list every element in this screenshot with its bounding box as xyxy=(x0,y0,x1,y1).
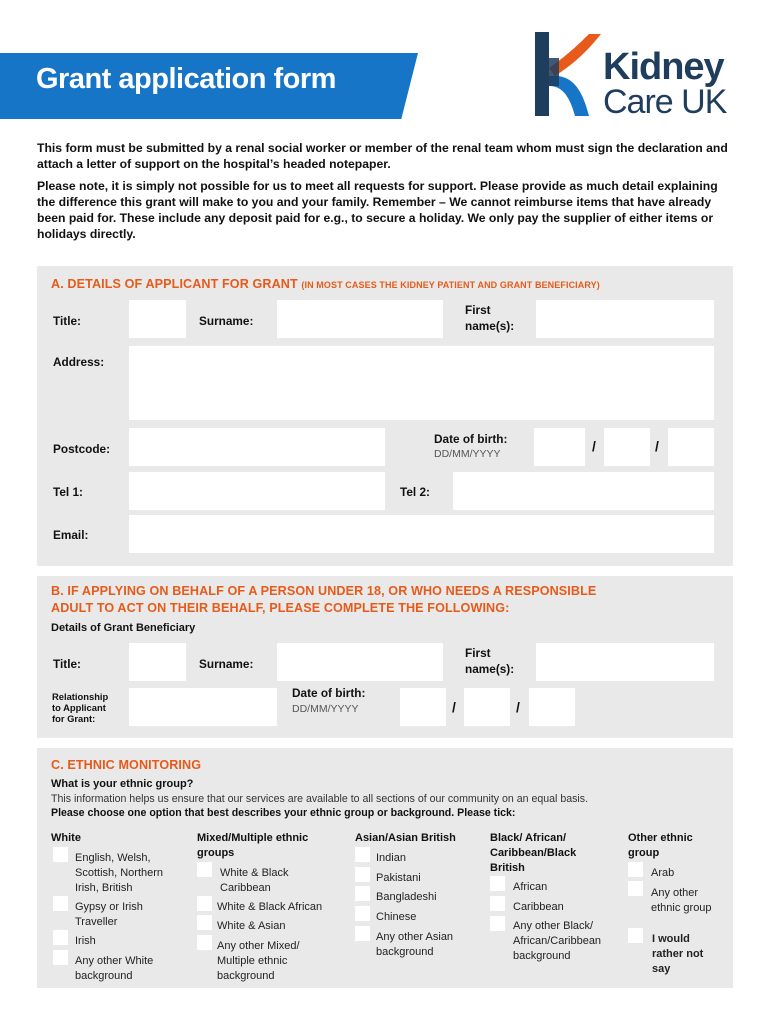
option-line: Any other Black/ xyxy=(513,920,594,932)
option-line: Irish, British xyxy=(75,882,133,894)
other-mixed-checkbox[interactable] xyxy=(197,935,212,950)
option-line: background xyxy=(217,970,275,982)
gypsy-traveller-checkbox[interactable] xyxy=(53,896,68,911)
other-black-option xyxy=(513,919,601,964)
pakistani-option: Pakistani xyxy=(376,872,421,884)
white-black-african-checkbox[interactable] xyxy=(197,896,212,911)
section-a-title: A. DETAILS OF APPLICANT FOR GRANT xyxy=(51,277,298,291)
applicant-address-label: Address: xyxy=(53,355,105,369)
rather-not-say-option xyxy=(652,932,703,977)
beneficiary-title-input[interactable] xyxy=(129,643,186,681)
dob-separator: / xyxy=(452,699,456,715)
header-line: groups xyxy=(197,847,235,859)
black-column-header xyxy=(490,831,576,876)
arab-option: Arab xyxy=(651,867,675,879)
section-c-heading: C. ETHNIC MONITORING xyxy=(51,758,202,772)
dob-separator: / xyxy=(655,438,659,454)
white-british-checkbox[interactable] xyxy=(53,847,68,862)
applicant-title-input[interactable] xyxy=(129,300,186,338)
option-line: English, Welsh, xyxy=(75,852,151,864)
beneficiary-dob-day-input[interactable] xyxy=(400,688,446,726)
applicant-email-input[interactable] xyxy=(129,515,714,553)
white-column-header: White xyxy=(51,832,81,844)
white-asian-option: White & Asian xyxy=(217,920,286,932)
option-line: Gypsy or Irish xyxy=(75,901,143,913)
page-title: Grant application form xyxy=(36,63,336,95)
applicant-title-label: Title: xyxy=(53,314,81,328)
other-black-checkbox[interactable] xyxy=(490,916,505,931)
option-line: Any other White xyxy=(75,955,154,967)
header-line: Mixed/Multiple ethnic xyxy=(197,832,309,844)
african-checkbox[interactable] xyxy=(490,876,505,891)
mixed-column-header xyxy=(197,831,308,861)
applicant-tel2-label: Tel 2: xyxy=(400,485,430,499)
other-white-checkbox[interactable] xyxy=(53,950,68,965)
beneficiary-surname-input[interactable] xyxy=(277,643,443,681)
other-ethnic-checkbox[interactable] xyxy=(628,881,643,896)
applicant-tel2-input[interactable] xyxy=(453,472,714,510)
header-line: Caribbean/Black xyxy=(490,847,577,859)
option-line: rather not xyxy=(652,948,704,960)
applicant-surname-label: Surname: xyxy=(199,314,254,328)
applicant-dob-month-input[interactable] xyxy=(604,428,650,466)
option-line: Traveller xyxy=(75,916,118,928)
intro-paragraph-2: Please note, it is simply not possible for us to meet all requests for support. Please provide as much detail explaining the difference this grant will make to you and your family. Remember – We cannot reimburse items that have already been paid for. These include any deposit paid for e.g., to secure a holiday. We only pay the supplier of either items or holidays directly. xyxy=(37,179,718,241)
other-asian-option xyxy=(376,930,453,960)
relationship-label-line: for Grant: xyxy=(52,713,96,724)
ethnic-instruction: Please choose one option that best describes your ethnic group or background. Please tick: xyxy=(51,807,516,819)
relationship-input[interactable] xyxy=(129,688,277,726)
logo-text-kidney: Kidney xyxy=(603,46,724,88)
option-line: background xyxy=(75,970,133,982)
section-b-heading-line-1: B. IF APPLYING ON BEHALF OF A PERSON UNDER 18, OR WHO NEEDS A RESPONSIBLE xyxy=(51,584,597,598)
beneficiary-dob-label: Date of birth: xyxy=(292,686,366,700)
indian-option: Indian xyxy=(376,852,406,864)
bangladeshi-option: Bangladeshi xyxy=(376,891,437,903)
applicant-postcode-input[interactable] xyxy=(129,428,385,466)
option-line: ethnic group xyxy=(651,902,712,914)
caribbean-option: Caribbean xyxy=(513,901,564,913)
dob-separator: / xyxy=(592,438,596,454)
relationship-label-line: to Applicant xyxy=(52,702,106,713)
applicant-dob-year-input[interactable] xyxy=(668,428,714,466)
other-column-header xyxy=(628,831,693,861)
other-mixed-option xyxy=(217,939,300,984)
beneficiary-dob-year-input[interactable] xyxy=(529,688,575,726)
gypsy-traveller-option xyxy=(75,900,143,930)
option-line: Any other Asian xyxy=(376,931,454,943)
indian-checkbox[interactable] xyxy=(355,847,370,862)
first-label-line: First xyxy=(465,303,491,317)
option-line: background xyxy=(376,946,434,958)
header-line: British xyxy=(490,862,525,874)
option-line: White & Black xyxy=(220,867,289,879)
pakistani-checkbox[interactable] xyxy=(355,867,370,882)
beneficiary-first-names-input[interactable] xyxy=(536,643,714,681)
chinese-checkbox[interactable] xyxy=(355,906,370,921)
bangladeshi-checkbox[interactable] xyxy=(355,886,370,901)
section-a-subtitle: (IN MOST CASES THE KIDNEY PATIENT AND GRANT BENEFICIARY) xyxy=(301,280,600,290)
applicant-dob-day-input[interactable] xyxy=(534,428,585,466)
white-black-african-option: White & Black African xyxy=(217,901,323,913)
section-b-heading-line-2: ADULT TO ACT ON THEIR BEHALF, PLEASE COMPLETE THE FOLLOWING: xyxy=(51,601,510,615)
asian-column-header: Asian/Asian British xyxy=(355,832,456,844)
applicant-email-label: Email: xyxy=(53,528,89,542)
beneficiary-dob-month-input[interactable] xyxy=(464,688,510,726)
applicant-postcode-label: Postcode: xyxy=(53,442,111,456)
beneficiary-title-label: Title: xyxy=(53,657,81,671)
beneficiary-dob-format-hint: DD/MM/YYYY xyxy=(292,703,359,715)
other-ethnic-option xyxy=(651,886,712,916)
section-a-heading xyxy=(51,277,600,291)
dob-separator: / xyxy=(516,699,520,715)
first-label-line: First xyxy=(465,646,491,660)
applicant-tel1-label: Tel 1: xyxy=(53,485,83,499)
applicant-dob-format-hint: DD/MM/YYYY xyxy=(434,448,501,460)
applicant-surname-input[interactable] xyxy=(277,300,443,338)
option-line: African/Caribbean xyxy=(513,935,602,947)
option-line: Scottish, Northern xyxy=(75,867,164,879)
relationship-label-line: Relationship xyxy=(52,691,109,702)
applicant-first-names-label xyxy=(465,302,514,334)
chinese-option: Chinese xyxy=(376,911,417,923)
applicant-address-input[interactable] xyxy=(129,346,714,420)
header-line: Black/ African/ xyxy=(490,832,567,844)
arab-checkbox[interactable] xyxy=(628,862,643,877)
names-label-line: name(s): xyxy=(465,662,515,676)
header-line: Other ethnic xyxy=(628,832,693,844)
option-line: Any other xyxy=(651,887,699,899)
applicant-tel1-input[interactable] xyxy=(129,472,385,510)
other-asian-checkbox[interactable] xyxy=(355,926,370,941)
header-line: group xyxy=(628,847,660,859)
beneficiary-first-names-label xyxy=(465,645,514,677)
applicant-first-names-input[interactable] xyxy=(536,300,714,338)
intro-paragraph-1: This form must be submitted by a renal social worker or member of the renal team whom must sign the declaration and attach a letter of support on the hospital’s headed notepaper. xyxy=(37,141,728,171)
option-line: Multiple ethnic xyxy=(217,955,288,967)
caribbean-checkbox[interactable] xyxy=(490,896,505,911)
irish-option: Irish xyxy=(75,935,96,947)
ethnic-info-text: This information helps us ensure that our services are available to all sections of our community on an equal basis. xyxy=(51,793,589,805)
beneficiary-surname-label: Surname: xyxy=(199,657,254,671)
section-b-subheading: Details of Grant Beneficiary xyxy=(51,622,196,634)
other-white-option xyxy=(75,954,153,984)
names-label-line: name(s): xyxy=(465,319,515,333)
irish-checkbox[interactable] xyxy=(53,930,68,945)
option-line: background xyxy=(513,950,571,962)
african-option: African xyxy=(513,881,548,893)
applicant-dob-label: Date of birth: xyxy=(434,432,508,446)
white-black-caribbean-checkbox[interactable] xyxy=(197,862,212,877)
white-asian-checkbox[interactable] xyxy=(197,915,212,930)
option-line: say xyxy=(652,963,671,975)
relationship-label xyxy=(52,691,108,724)
logo-text-care-uk: Care UK xyxy=(603,83,727,121)
white-british-option xyxy=(75,851,163,896)
rather-not-say-checkbox[interactable] xyxy=(628,928,643,943)
option-line: Any other Mixed/ xyxy=(217,940,300,952)
option-line: I would xyxy=(652,933,690,945)
ethnic-question: What is your ethnic group? xyxy=(51,778,194,790)
option-line: Caribbean xyxy=(220,882,271,894)
white-black-caribbean-option xyxy=(220,866,288,896)
